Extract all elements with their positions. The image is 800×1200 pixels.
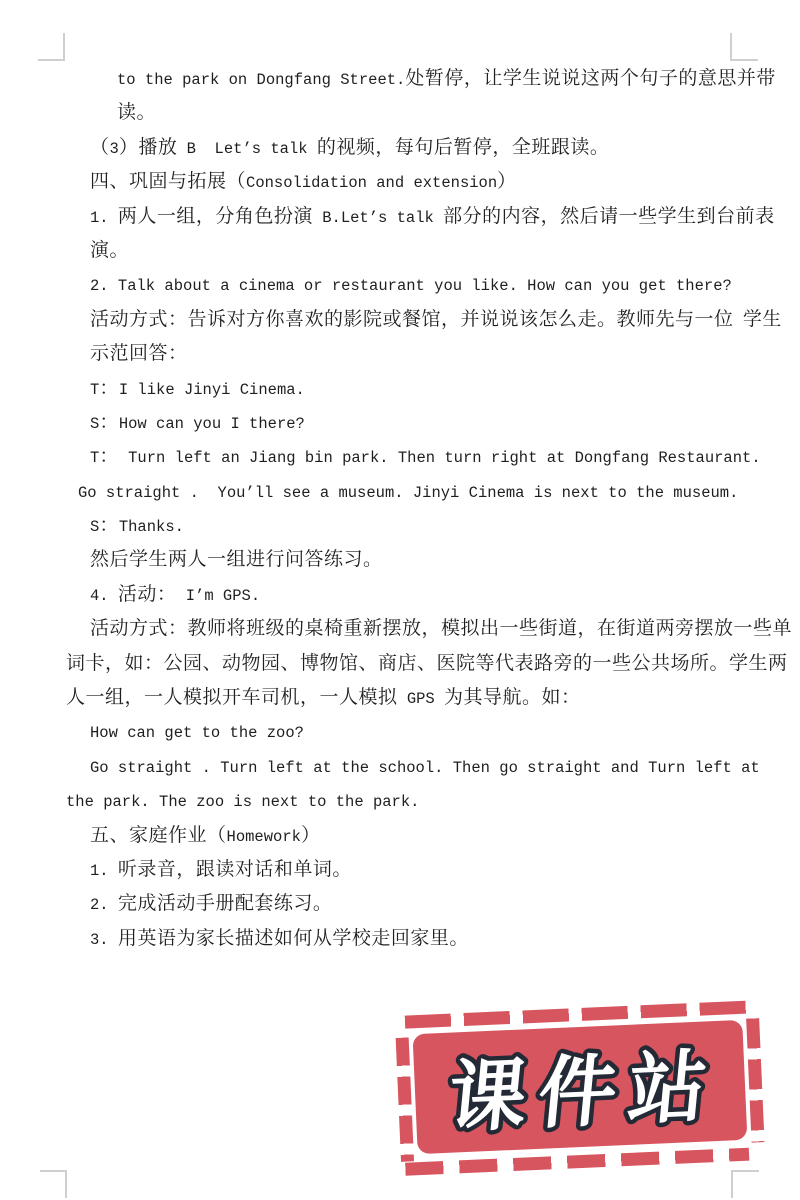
corner-mark-top-left bbox=[38, 33, 65, 61]
text-line: 人一组，一人模拟开车司机，一人模拟 GPS 为其导航。如： bbox=[66, 687, 581, 709]
text-line: T： Turn left an Jiang bin park. Then turn right at Dongfang Restaurant. bbox=[90, 446, 761, 468]
text-line: 1. 听录音，跟读对话和单词。 bbox=[90, 858, 352, 880]
text-line: 四、巩固与拓展（Consolidation and extension） bbox=[90, 171, 517, 193]
text-line: 然后学生两人一组进行问答练习。 bbox=[90, 549, 383, 571]
stamp-inner-plate bbox=[412, 1020, 747, 1154]
stamp-border-right bbox=[746, 1018, 764, 1142]
text-line: （3）播放 B Let’s talk 的视频，每句后暂停，全班跟读。 bbox=[90, 136, 610, 158]
text-line: S：How can you I there? bbox=[90, 411, 305, 433]
text-line: 2. 完成活动手册配套练习。 bbox=[90, 893, 333, 915]
text-line: How can get to the zoo? bbox=[90, 724, 304, 743]
text-line: 4. 活动： I’m GPS. bbox=[90, 583, 261, 605]
text-line: Go straight . You’ll see a museum. Jinyi Cinema is next to the museum. bbox=[78, 483, 739, 502]
text-line: T：I like Jinyi Cinema. bbox=[90, 377, 305, 399]
text-line: 五、家庭作业（Homework） bbox=[90, 824, 321, 846]
stamp-label: 课件站 bbox=[444, 1042, 723, 1142]
text-line: 活动方式：告诉对方你喜欢的影院或餐馆，并说说该怎么走。教师先与一位 学生 bbox=[90, 308, 782, 330]
text-line: the park. The zoo is next to the park. bbox=[66, 793, 420, 812]
corner-mark-bottom-left bbox=[40, 1170, 67, 1198]
stamp-border-left bbox=[396, 1037, 414, 1161]
text-line: 活动方式：教师将班级的桌椅重新摆放，模拟出一些街道，在街道两旁摆放一些单 bbox=[90, 618, 793, 640]
text-line: 演。 bbox=[90, 239, 130, 261]
text-line: to the park on Dongfang Street.处暂停，让学生说说这两个句子的意思并带 bbox=[117, 68, 776, 89]
text-line: 1. 两人一组，分角色扮演 B.Let’s talk 部分的内容，然后请一些学生到台前表 bbox=[90, 205, 775, 227]
text-line: Go straight . Turn left at the school. Then go straight and Turn left at bbox=[90, 758, 760, 777]
text-line: S：Thanks. bbox=[90, 515, 184, 537]
corner-mark-bottom-right bbox=[731, 1170, 759, 1198]
text-line: 读。 bbox=[117, 102, 157, 124]
courseware-stamp bbox=[395, 1000, 766, 1176]
corner-mark-top-right bbox=[730, 33, 758, 61]
text-line: 2. Talk about a cinema or restaurant you like. How can you get there? bbox=[90, 277, 732, 296]
text-line: 示范回答： bbox=[90, 343, 188, 365]
text-line: 3. 用英语为家长描述如何从学校走回家里。 bbox=[90, 927, 469, 949]
document-body bbox=[0, 62, 800, 956]
stamp-label-graphic bbox=[420, 1024, 741, 1150]
text-line: 词卡，如：公园、动物园、博物馆、商店、医院等代表路旁的一些公共场所。学生两 bbox=[66, 652, 788, 674]
